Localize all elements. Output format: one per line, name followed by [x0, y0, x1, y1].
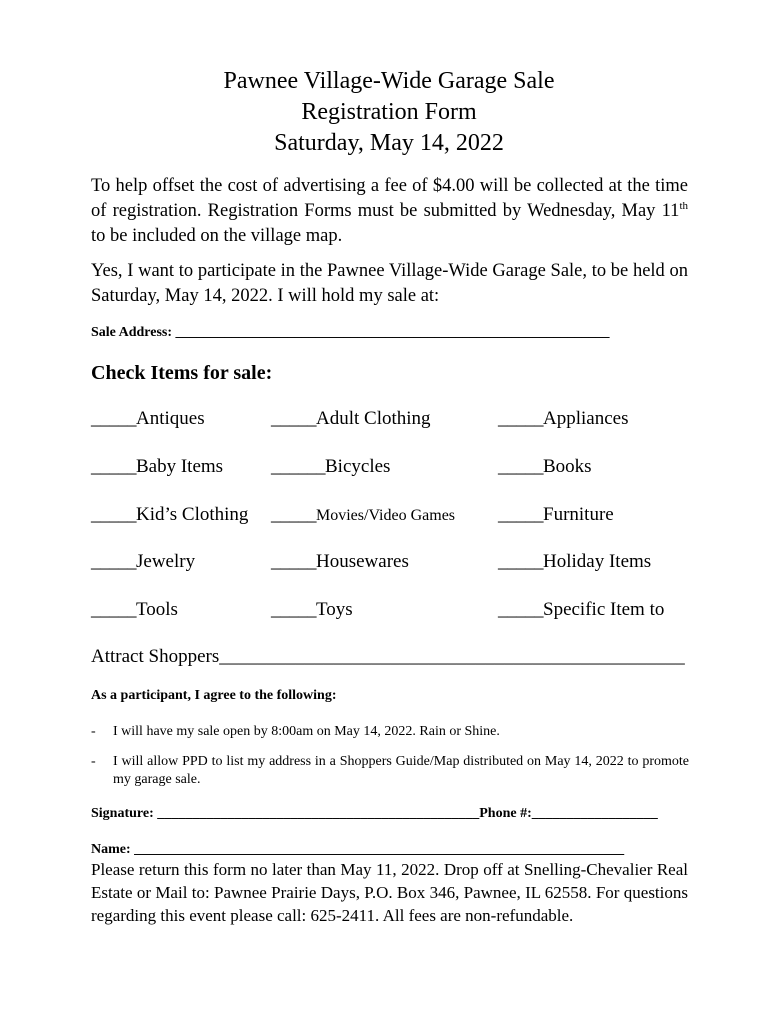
item-kids-clothing[interactable] — [91, 504, 248, 526]
item-books[interactable] — [498, 456, 592, 478]
item-toys[interactable] — [271, 599, 353, 621]
item-specific-item[interactable] — [498, 599, 664, 621]
item-movies-video-games[interactable] — [271, 504, 455, 527]
bullet-dash: - — [91, 724, 96, 739]
item-label: Holiday Items — [543, 551, 652, 572]
item-label: Tools — [136, 599, 178, 620]
checkbox-blank[interactable]: _____ — [271, 599, 316, 620]
checkbox-blank[interactable]: _____ — [91, 599, 136, 620]
item-appliances[interactable] — [498, 408, 628, 430]
sale-address-field[interactable] — [91, 325, 683, 341]
checkbox-blank[interactable]: _____ — [498, 599, 543, 620]
item-furniture[interactable] — [498, 504, 614, 526]
sale-address-label: Sale Address: — [91, 325, 173, 340]
checkbox-blank[interactable]: _____ — [271, 551, 316, 572]
name-line[interactable]: ______________________________________________________________________ — [134, 842, 625, 857]
item-antiques[interactable] — [91, 408, 205, 430]
checkbox-blank[interactable]: _____ — [91, 551, 136, 572]
item-holiday-items[interactable] — [498, 551, 651, 573]
attract-shoppers-line[interactable]: _________________________________________________ — [219, 646, 685, 667]
sale-address-line[interactable]: ______________________________________________________________ — [175, 325, 610, 340]
signature-line[interactable]: ______________________________________________ — [157, 806, 480, 821]
item-housewares[interactable] — [271, 551, 409, 573]
checkbox-blank[interactable]: _____ — [91, 504, 136, 525]
checkbox-blank[interactable]: _____ — [498, 551, 543, 572]
participate-paragraph: Yes, I want to participate in the Pawnee Village-Wide Garage Sale, to be held on Saturday, May 14, 2022. I will hold my sale at: — [91, 261, 688, 306]
phone-label: Phone #: — [479, 806, 532, 821]
checkbox-blank[interactable]: _____ — [498, 408, 543, 429]
signature-phone-row — [91, 806, 658, 822]
item-label: Toys — [316, 599, 353, 620]
attract-shoppers-field[interactable] — [91, 646, 685, 668]
item-tools[interactable] — [91, 599, 178, 621]
checkbox-blank[interactable]: _____ — [498, 456, 543, 477]
item-bicycles[interactable] — [271, 456, 390, 478]
agreement-text: I will have my sale open by 8:00am on May 14, 2022. Rain or Shine. — [113, 724, 500, 739]
checkbox-blank[interactable]: _____ — [91, 456, 136, 477]
items-heading: Check Items for sale: — [91, 362, 273, 384]
checkbox-blank[interactable]: _____ — [498, 504, 543, 525]
item-label: Specific Item to — [543, 599, 665, 620]
item-label: Movies/Video Games — [316, 507, 456, 524]
item-label: Kid’s Clothing — [136, 504, 249, 525]
item-label: Antiques — [136, 408, 205, 429]
title-line-3: Saturday, May 14, 2022 — [274, 130, 504, 156]
agreement-item-2 — [91, 753, 689, 789]
attract-shoppers-label: Attract Shoppers — [91, 646, 220, 667]
item-label: Baby Items — [136, 456, 224, 477]
item-baby-items[interactable] — [91, 456, 223, 478]
checkbox-blank[interactable]: _____ — [271, 504, 316, 525]
item-label: Appliances — [543, 408, 629, 429]
item-label: Bicycles — [325, 456, 391, 477]
form-title — [0, 66, 770, 159]
title-line-1: Pawnee Village-Wide Garage Sale — [223, 68, 555, 94]
name-label: Name: — [91, 842, 131, 857]
item-label: Books — [543, 456, 592, 477]
intro-text-1: To help offset the cost of advertising a fee of $4.00 will be collected at the time of registration. Registration Forms must be submitted by Wednesday, May 11 — [91, 176, 688, 221]
item-jewelry[interactable] — [91, 551, 195, 573]
intro-text-2: to be included on the village map. — [91, 226, 343, 246]
item-label: Jewelry — [136, 551, 196, 572]
agreement-item-1 — [91, 723, 689, 741]
closing-paragraph: Please return this form no later than May 11, 2022. Drop off at Snelling-Chevalier Real Estate or Mail to: Pawnee Prairie Days, P.O. Box 346, Pawnee, IL 62558. For questions regarding this event please call: 625-2411. All fees are non-refundable. — [91, 860, 688, 925]
item-label: Adult Clothing — [316, 408, 431, 429]
name-row — [91, 842, 624, 858]
item-label: Housewares — [316, 551, 409, 572]
item-label: Furniture — [543, 504, 614, 525]
agreement-text: I will allow PPD to list my address in a Shoppers Guide/Map distributed on May 14, 2022 to promote my garage sale. — [113, 754, 689, 787]
phone-line[interactable]: __________________ — [531, 806, 658, 821]
intro-paragraph — [91, 174, 688, 249]
checkbox-blank[interactable]: _____ — [271, 408, 316, 429]
title-line-2: Registration Form — [301, 99, 477, 125]
checkbox-blank[interactable]: _____ — [91, 408, 136, 429]
agreement-heading: As a participant, I agree to the following: — [91, 688, 337, 703]
checkbox-blank[interactable]: ______ — [271, 456, 325, 477]
item-adult-clothing[interactable] — [271, 408, 431, 430]
signature-label: Signature: — [91, 806, 154, 821]
intro-superscript: th — [679, 199, 688, 212]
bullet-dash: - — [91, 754, 96, 769]
